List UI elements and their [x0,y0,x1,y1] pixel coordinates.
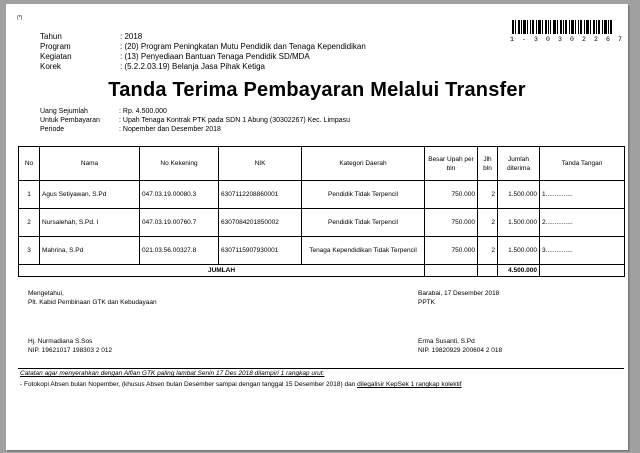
cell-category: Pendidik Tidak Terpencil [302,209,425,237]
meta-key: Untuk Pembayaran [40,117,100,124]
left-signature-name [28,337,112,355]
payment-table [18,146,625,277]
meta-key: Uang Sejumlah [40,108,88,115]
cell-account: 021.03.56.00327.8 [140,237,219,265]
right-title-1: Barabai, 17 Desember 2018 [418,290,500,297]
header-value: : (13) Penyediaan Bantuan Tenaga Pendidik SD/MDA [120,52,310,61]
cell-wage: 750.000 [425,209,478,237]
cell-name: Nursalehah, S.Pd. I [40,209,140,237]
meta-value: : Upah Tenaga Kontrak PTK pada SDN 1 Abung (30302267) Kec. Limpasu [119,117,351,124]
header-info [40,32,366,72]
barcode-number: 1 - 3 0 3 0 2 2 6 7 [510,36,625,43]
cell-signature: 3............... [540,237,625,265]
header-value: : (20) Program Peningkatan Mutu Pendidik dan Tenaga Kependidikan [120,42,366,51]
header-row [40,62,366,72]
barcode [512,20,612,34]
cell-name: Agus Setiyawan, S.Pd [40,181,140,209]
meta-row [40,116,350,125]
cell-amount: 1.500.000 [498,209,540,237]
left-nip: NIP. 19621017 198303 2 012 [28,347,113,354]
meta-row [40,125,350,134]
left-title-2: Plt. Kabid Pembinaan GTK dan Kebudayaan [28,299,157,306]
meta-value: : Nopember dan Desember 2018 [119,126,221,133]
header-row [40,42,366,52]
note-line-1: Catatan agar menyerahkan dengan Alfian GTK paling lambat Senin 17 Des 2018 dilampiri 1 rangkap urut: [20,370,325,377]
table-row [19,209,625,237]
cell-account: 047.03.19.00080.3 [140,181,219,209]
header-row [40,52,366,62]
cell-amount: 1.500.000 [498,237,540,265]
cell-signature: 1............... [540,181,625,209]
right-signature-title [418,289,499,307]
cell-no: 1 [19,181,40,209]
cell-months: 2 [478,209,498,237]
column-header: No Kekening [140,147,219,181]
total-row [19,265,625,277]
cell-category: Pendidik Tidak Terpencil [302,181,425,209]
cell-no: 2 [19,209,40,237]
cell-no: 3 [19,237,40,265]
meta-row [40,107,350,116]
header-key: Program [40,42,71,51]
header-value: : (5.2.2.03.19) Belanja Jasa Pihak Ketiga [120,62,265,71]
cell-wage: 750.000 [425,237,478,265]
payment-meta [40,107,350,134]
cell-wage: 750.000 [425,181,478,209]
cell-category: Tenaga Kependidikan Tidak Terpencil [302,237,425,265]
column-header: Tanda Tangan [540,147,625,181]
header-key: Tahun [40,32,62,41]
page-mark: (*) [17,15,23,21]
header-key: Korek [40,62,61,71]
right-name: Erma Susanti, S.Pd [418,338,475,345]
meta-value: : Rp. 4.500.000 [119,108,167,115]
total-empty [540,265,625,277]
cell-name: Mahrina, S.Pd [40,237,140,265]
column-header: Jumlah diterima [498,147,540,181]
header-value: : 2018 [120,32,143,41]
table-row [19,237,625,265]
note-line-2a: - Fotokopi Absen bulan Nopember, (khusus Absen bulan Desember sampai dengan tanggal 15 Desember 2018) dan [20,381,358,388]
note-line-2 [20,381,462,388]
total-empty [478,265,498,277]
cell-nik: 6307115907930001 [219,237,302,265]
cell-nik: 6307112208860001 [219,181,302,209]
table-row [19,181,625,209]
header-key: Kegiatan [40,52,72,61]
total-label: JUMLAH [19,265,425,277]
left-title-1: Mengetahui, [28,290,64,297]
total-value: 4.500.000 [498,265,540,277]
cell-months: 2 [478,181,498,209]
meta-key: Periode [40,126,65,133]
document-title: Tanda Terima Pembayaran Melalui Transfer [108,79,526,101]
right-signature-name [418,337,502,355]
cell-months: 2 [478,237,498,265]
cell-amount: 1.500.000 [498,181,540,209]
cell-nik: 6307084201850002 [219,209,302,237]
table-header-row [19,147,625,181]
column-header: Kategori Daerah [302,147,425,181]
column-header: Besar Upah per bln [425,147,478,181]
total-empty [425,265,478,277]
note-line-2b: dilegalisir KepSek 1 rangkap kolektif [357,381,462,388]
header-row [40,32,366,42]
right-nip: NIP. 19820929 200604 2 018 [418,347,503,354]
left-name: Hj. Nurmadiana S.Sos [28,338,93,345]
column-header: Jlh bln [478,147,498,181]
cell-account: 047.03.19.00760.7 [140,209,219,237]
divider [18,368,624,369]
column-header: Nama [40,147,140,181]
cell-signature: 2............... [540,209,625,237]
column-header: No [19,147,40,181]
left-signature-title [28,289,157,307]
column-header: NIK [219,147,302,181]
right-title-2: PPTK [418,299,435,306]
document-page [6,4,628,450]
